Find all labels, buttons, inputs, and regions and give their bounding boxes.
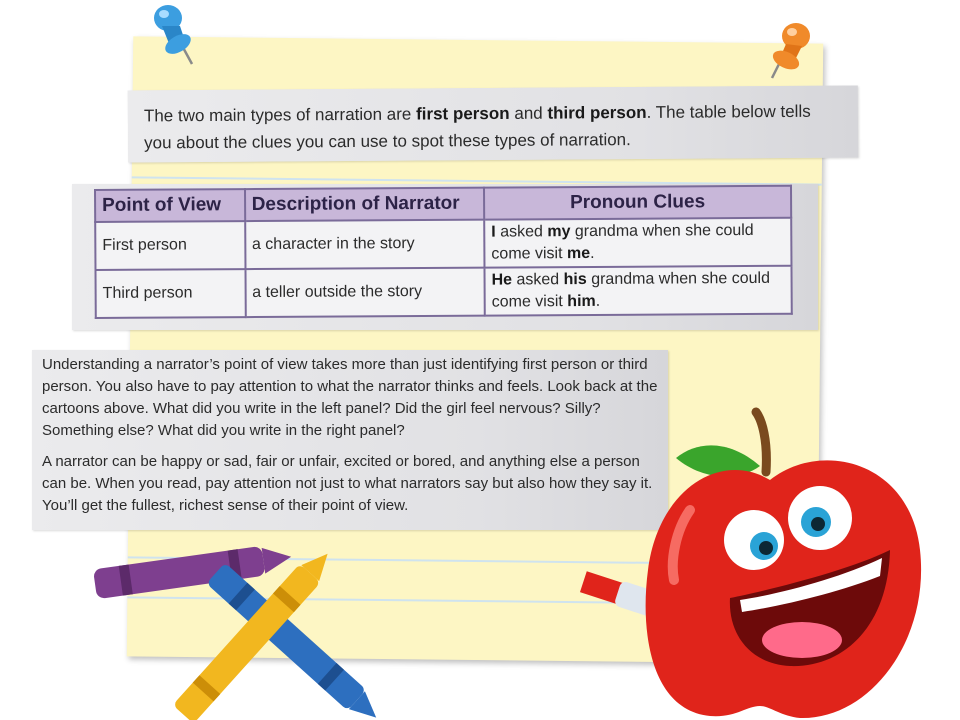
- body-paragraph: A narrator can be happy or sad, fair or unfair, excited or bored, and anything else a person can be. When you read, pay attention not just to what narrators say but also how they say it. You’ll get the fullest, richest sense of their point of view.: [42, 453, 653, 514]
- orange-pushpin-icon: [762, 20, 818, 82]
- table-cell: Third person: [95, 269, 245, 318]
- table-cell: a character in the story: [245, 220, 485, 269]
- table-cell: First person: [95, 221, 245, 270]
- table-row: [95, 218, 791, 270]
- apple-mascot-icon: [570, 400, 960, 720]
- table-cell: I asked my grandma when she could come visit me.: [484, 218, 791, 268]
- point-of-view-table: [94, 185, 793, 319]
- column-header: Pronoun Clues: [484, 186, 791, 220]
- purple-crayon-icon: [93, 542, 293, 599]
- table-cell: He asked his grandma when she could come visit him.: [484, 266, 791, 316]
- point-of-view-table-strip: [72, 184, 818, 330]
- intro-text-strip: [128, 85, 858, 162]
- table-cell: a teller outside the story: [245, 268, 485, 317]
- table-row: [95, 266, 791, 318]
- table-header-row: [95, 186, 791, 222]
- intro-text: The two main types of narration are first person and third person. The table below tells you about the clues you can use to spot these types of narration.: [143, 101, 811, 153]
- column-header: Description of Narrator: [245, 188, 485, 221]
- column-header: Point of View: [95, 189, 245, 222]
- crayons-illustration: [80, 530, 420, 720]
- body-paragraph: Understanding a narrator’s point of view takes more than just identifying first person or third person. You also have to pay attention to what the narrator thinks and feels. Look back at the cartoons above. What did you write in the left panel? Did the girl feel nervous? Silly? Something else? What did you write in the right panel?: [42, 356, 658, 439]
- blue-pushpin-icon: [148, 2, 208, 68]
